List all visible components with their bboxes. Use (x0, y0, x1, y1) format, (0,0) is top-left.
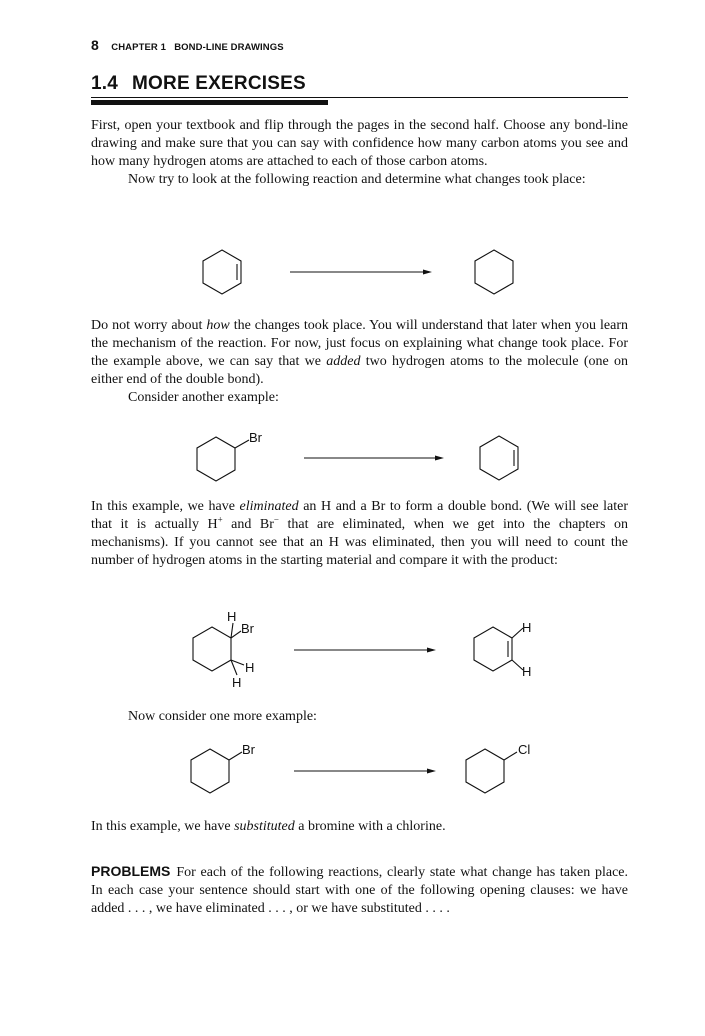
bromocyclohexane-structure-2 (191, 742, 256, 793)
bromine-label-3: Br (242, 742, 255, 757)
hydrogen-label-top: H (227, 609, 237, 624)
text-fragment: Do not worry about (91, 318, 207, 333)
problems-section (91, 862, 628, 918)
reaction-arrow-1 (290, 270, 432, 275)
paragraph-another-example: Consider another example: (128, 390, 279, 405)
paragraph-eliminated-explanation (91, 498, 628, 570)
paragraph-one-more-example: Now consider one more example: (128, 709, 317, 724)
text-fragment: and Br (222, 517, 274, 532)
text-fragment: an H and a Br to form a double bond. (We will see later that it is actually H (91, 499, 628, 532)
text-fragment: In this example, we have (91, 819, 235, 834)
hydrogen-label-right: H (245, 660, 255, 675)
problems-paragraph (91, 862, 628, 918)
text-fragment: the changes took place. You will understand that later when you learn the mechanism of the reaction. For now, just focus on explaining what change took place. For the example above, we can say that we (91, 318, 628, 369)
bromine-label-2: Br (241, 621, 254, 636)
emphasis-added: added (326, 354, 361, 369)
text-fragment: that are eliminated, when we get into the chapters on mechanisms). If you cannot see that an H was eliminated, then you will need to count the number of hydrogen atoms in the starting material and compare it with the product: (91, 517, 629, 568)
reaction-arrow-3 (294, 648, 436, 653)
cyclohexene-explicit-h-structure (474, 620, 531, 679)
charge-minus: − (273, 514, 279, 525)
charge-plus: + (217, 514, 223, 525)
bromine-label: Br (249, 430, 262, 445)
explanation-text-2 (91, 498, 628, 570)
reaction-arrow-2 (304, 456, 444, 461)
cyclohexene-product-structure (480, 436, 518, 480)
paragraph-reaction-prompt: Now try to look at the following reaction and determine what changes took place: (128, 172, 586, 187)
chlorocyclohexane-structure (466, 742, 530, 793)
cyclohexene-structure (203, 250, 241, 294)
emphasis-eliminated: eliminated (239, 499, 299, 514)
cyclohexane-structure (475, 250, 513, 294)
paragraph-substituted-explanation (91, 818, 446, 836)
hydrogen-label-product-top: H (522, 620, 532, 635)
chapter-label: CHAPTER 1 BOND-LINE DRAWINGS (111, 42, 284, 53)
emphasis-how: how (206, 318, 230, 333)
page-number: 8 (91, 37, 99, 53)
paragraph-added-explanation (91, 317, 628, 389)
bromocyclohexane-explicit-h-structure (193, 609, 255, 690)
hydrogen-label-product-bottom: H (522, 664, 532, 679)
text-fragment: two hydrogen atoms to the molecule (one on either end of the double bond). (91, 354, 628, 387)
chlorine-label: Cl (518, 742, 531, 757)
hydrogen-label-bottom: H (232, 675, 242, 690)
problems-label: PROBLEMS (91, 863, 171, 879)
section-number: 1.4 (91, 73, 119, 94)
bromocyclohexane-structure (197, 430, 263, 481)
paragraph-intro: First, open your textbook and flip through the pages in the second half. Choose any bond-line drawing and make sure that you can say with confidence how many carbon atoms you see and how many hydrogen atoms are attached to each of those carbon atoms. (91, 118, 628, 169)
problems-text: For each of the following reactions, clearly state what change has taken place. In each case your sentence should start with one of the following opening clauses: we have added . . . , we have eliminated . . . , or we have substituted . . . . (91, 865, 628, 916)
text-fragment: In this example, we have (91, 499, 240, 514)
reaction-arrow-4 (294, 769, 436, 774)
section-title: MORE EXERCISES (132, 73, 306, 94)
explanation-text-1 (91, 317, 628, 407)
text-fragment: a bromine with a chlorine. (294, 819, 446, 834)
emphasis-substituted: substituted (234, 819, 295, 834)
